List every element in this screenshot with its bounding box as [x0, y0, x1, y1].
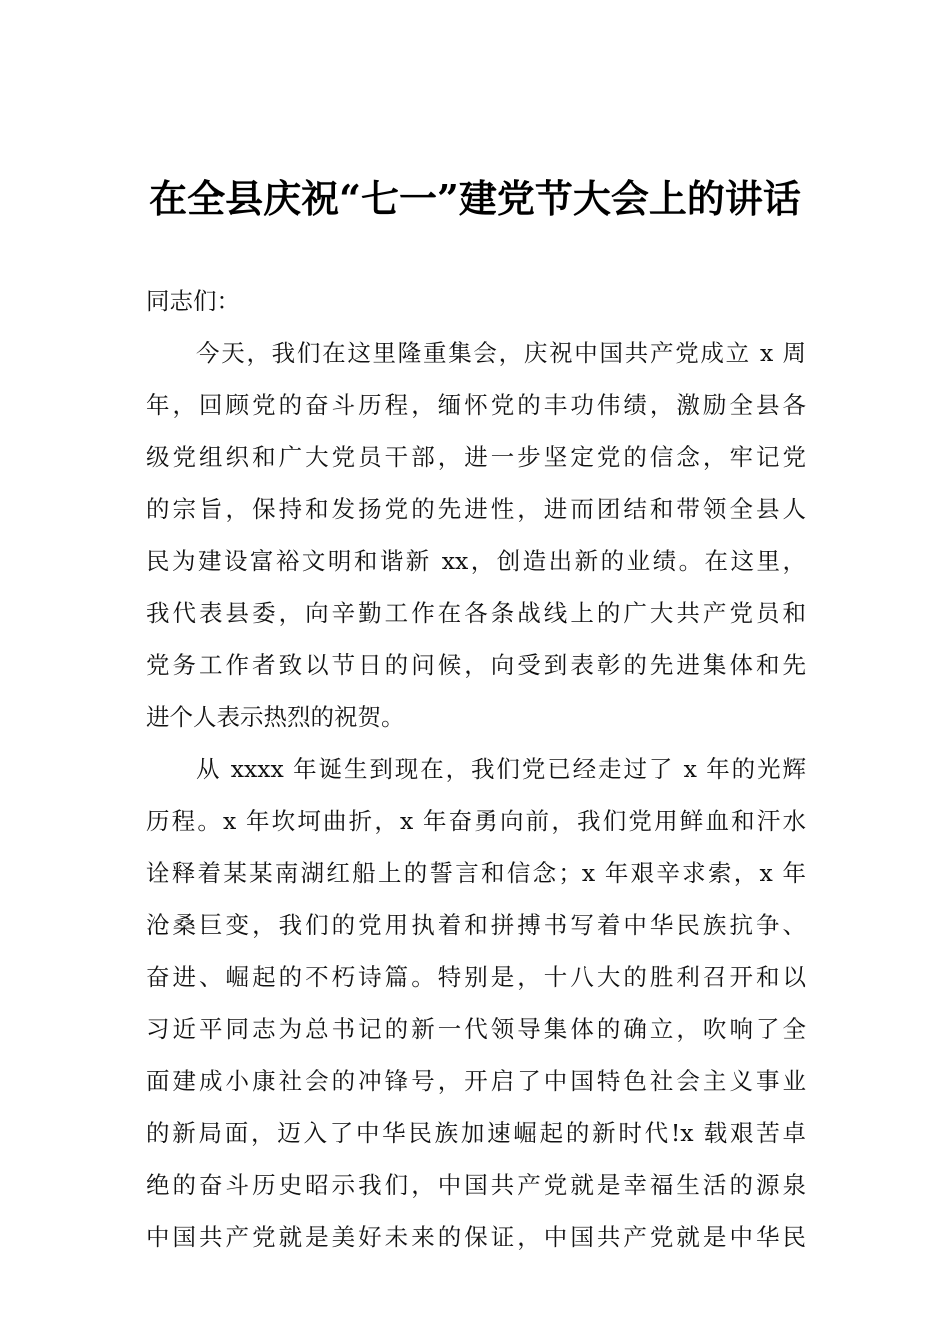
paragraph-line: 进个人表示热烈的祝贺。 — [146, 703, 405, 731]
paragraph-line: 民为建设富裕文明和谐新 xx，创造出新的业绩。在这里， — [146, 547, 806, 575]
paragraph-line: 我代表县委，向辛勤工作在各条战线上的广大共产党员和 — [146, 599, 806, 627]
paragraph-line: 党务工作者致以节日的问候，向受到表彰的先进集体和先 — [146, 651, 806, 679]
paragraph-2 — [146, 743, 806, 1263]
paragraph-line: 年，回顾党的奋斗历程，缅怀党的丰功伟绩，激励全县各 — [146, 391, 806, 419]
paragraph-1 — [146, 327, 806, 743]
paragraph-line: 历程。x 年坎坷曲折，x 年奋勇向前，我们党用鲜血和汗水 — [146, 807, 806, 835]
paragraph-line: 今天，我们在这里隆重集会，庆祝中国共产党成立 x 周 — [196, 339, 806, 367]
paragraph-line: 面建成小康社会的冲锋号，开启了中国特色社会主义事业 — [146, 1067, 806, 1095]
paragraph-line: 习近平同志为总书记的新一代领导集体的确立，吹响了全 — [146, 1015, 806, 1043]
paragraph-line: 级党组织和广大党员干部，进一步坚定党的信念，牢记党 — [146, 443, 806, 471]
paragraph-line: 的新局面，迈入了中华民族加速崛起的新时代!x 载艰苦卓 — [146, 1119, 806, 1147]
paragraph-line: 诠释着某某南湖红船上的誓言和信念；x 年艰辛求索，x 年 — [146, 859, 806, 887]
paragraph-line: 沧桑巨变，我们的党用执着和拼搏书写着中华民族抗争、 — [146, 911, 806, 939]
document-title: 在全县庆祝“七一”建党节大会上的讲话 — [149, 176, 801, 221]
paragraph-line: 从 xxxx 年诞生到现在，我们党已经走过了 x 年的光辉 — [196, 755, 806, 783]
paragraph-line: 的宗旨，保持和发扬党的先进性，进而团结和带领全县人 — [146, 495, 806, 523]
paragraph-line: 绝的奋斗历史昭示我们，中国共产党就是幸福生活的源泉 — [146, 1171, 806, 1199]
salutation: 同志们： — [146, 287, 240, 315]
paragraph-line: 奋进、崛起的不朽诗篇。特别是，十八大的胜利召开和以 — [146, 963, 806, 991]
paragraph-line: 中国共产党就是美好未来的保证，中国共产党就是中华民 — [146, 1223, 806, 1251]
document-body — [146, 275, 806, 1263]
